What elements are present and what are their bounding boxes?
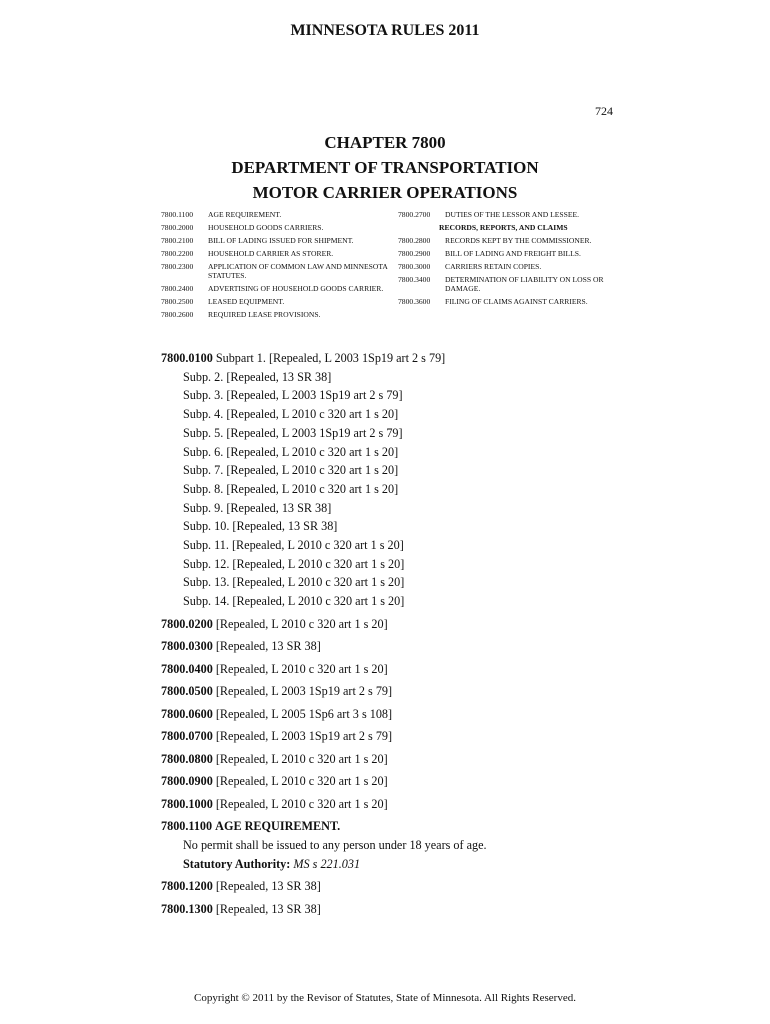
subpart-line: Subp. 12. [Repealed, L 2010 c 320 art 1 s 20] bbox=[183, 556, 405, 571]
table-of-contents-right bbox=[398, 210, 618, 310]
toc-entry-title: HOUSEHOLD CARRIER AS STORER. bbox=[208, 249, 334, 258]
toc-entry-number: 7800.3400 bbox=[398, 275, 431, 284]
chapter-number: CHAPTER 7800 bbox=[324, 133, 446, 152]
rule-number: 7800.0200 bbox=[161, 616, 213, 631]
rule-text: [Repealed, 13 SR 38] bbox=[215, 901, 321, 916]
toc-entry bbox=[161, 310, 391, 319]
rule-entry bbox=[161, 660, 631, 679]
toc-entry bbox=[161, 249, 391, 258]
rule-entry bbox=[161, 900, 631, 919]
rule-entry bbox=[161, 727, 631, 746]
rule-entry bbox=[161, 705, 631, 724]
rule-number: 7800.0900 bbox=[161, 774, 213, 789]
rule-number: 7800.0100 bbox=[161, 351, 213, 365]
rules-body bbox=[161, 349, 631, 918]
page-number: 724 bbox=[595, 104, 613, 118]
rule-number: 7800.0800 bbox=[161, 751, 213, 766]
rule-text: [Repealed, L 2010 c 320 art 1 s 20] bbox=[215, 774, 388, 789]
toc-entry-number: 7800.2600 bbox=[161, 310, 194, 319]
rule-number: 7800.0500 bbox=[161, 684, 213, 699]
toc-entry bbox=[398, 297, 618, 306]
toc-entry bbox=[161, 236, 391, 245]
rule-text: [Repealed, 13 SR 38] bbox=[215, 879, 321, 894]
rule-number: 7800.0600 bbox=[161, 706, 213, 721]
authority-value: MS s 221.031 bbox=[293, 856, 361, 871]
toc-entry-title: ADVERTISING OF HOUSEHOLD GOODS CARRIER. bbox=[208, 284, 384, 293]
rule-entry bbox=[161, 349, 631, 368]
toc-entry-title: DETERMINATION OF LIABILITY ON LOSS OR DAMAGE. bbox=[445, 275, 604, 293]
subpart-line: Subp. 11. [Repealed, L 2010 c 320 art 1 s 20] bbox=[183, 538, 404, 553]
toc-entry bbox=[161, 223, 391, 232]
rule-entry bbox=[161, 877, 631, 896]
rule-text: [Repealed, L 2003 1Sp19 art 2 s 79] bbox=[215, 729, 393, 744]
rule-body-text: No permit shall be issued to any person under 18 years of age. bbox=[183, 837, 487, 852]
rule-entry bbox=[161, 750, 631, 769]
table-of-contents-left bbox=[161, 210, 391, 323]
rule-number: 7800.1300 bbox=[161, 901, 213, 916]
toc-entry-title: APPLICATION OF COMMON LAW AND MINNESOTA STATUTES. bbox=[208, 262, 388, 280]
toc-entry-number: 7800.2200 bbox=[161, 249, 194, 258]
subpart-line: Subp. 14. [Repealed, L 2010 c 320 art 1 s 20] bbox=[183, 594, 405, 609]
toc-entry bbox=[398, 275, 618, 293]
subpart-line: Subp. 10. [Repealed, 13 SR 38] bbox=[183, 519, 338, 534]
toc-entry-number: 7800.2000 bbox=[161, 223, 194, 232]
toc-entry-title: HOUSEHOLD GOODS CARRIERS. bbox=[208, 223, 324, 232]
toc-entry-title: LEASED EQUIPMENT. bbox=[208, 297, 285, 306]
rule-text: Subpart 1. [Repealed, L 2003 1Sp19 art 2 s 79] bbox=[215, 351, 446, 365]
rule-number: 7800.0700 bbox=[161, 729, 213, 744]
toc-entry-title: FILING OF CLAIMS AGAINST CARRIERS. bbox=[445, 297, 588, 306]
subpart-line: Subp. 5. [Repealed, L 2003 1Sp19 art 2 s 79] bbox=[183, 425, 403, 440]
toc-entry bbox=[161, 297, 391, 306]
rule-entry bbox=[161, 795, 631, 814]
subpart-line: Subp. 8. [Repealed, L 2010 c 320 art 1 s 20] bbox=[183, 481, 399, 496]
toc-entry bbox=[398, 236, 618, 245]
rule-number: 7800.1100 bbox=[161, 819, 213, 834]
toc-entry-title: AGE REQUIREMENT. bbox=[208, 210, 282, 219]
rule-text: [Repealed, L 2010 c 320 art 1 s 20] bbox=[215, 616, 388, 631]
rule-number: 7800.1000 bbox=[161, 796, 213, 811]
toc-entry-title: BILL OF LADING AND FREIGHT BILLS. bbox=[445, 249, 581, 258]
rule-number: 7800.0400 bbox=[161, 661, 213, 676]
toc-entry bbox=[398, 262, 618, 271]
toc-entry-number: 7800.3600 bbox=[398, 297, 431, 306]
toc-entry-title: CARRIERS RETAIN COPIES. bbox=[445, 262, 542, 271]
subpart-line: Subp. 9. [Repealed, 13 SR 38] bbox=[183, 500, 332, 515]
subpart-line: Subp. 6. [Repealed, L 2010 c 320 art 1 s 20] bbox=[183, 444, 399, 459]
rule-number: 7800.1200 bbox=[161, 879, 213, 894]
rule-entry bbox=[161, 615, 631, 634]
rule-entry bbox=[161, 682, 631, 701]
statutory-authority bbox=[161, 855, 631, 874]
rule-entry bbox=[161, 637, 631, 656]
toc-entry-title: RECORDS KEPT BY THE COMMISSIONER. bbox=[445, 236, 592, 245]
rule-text: [Repealed, 13 SR 38] bbox=[215, 639, 321, 654]
toc-entry-number: 7800.3000 bbox=[398, 262, 431, 271]
toc-entry-number: 7800.2900 bbox=[398, 249, 431, 258]
toc-entry-number: 7800.2500 bbox=[161, 297, 194, 306]
rule-text: [Repealed, L 2010 c 320 art 1 s 20] bbox=[215, 796, 388, 811]
rule-number: 7800.0300 bbox=[161, 639, 213, 654]
subpart-line: Subp. 4. [Repealed, L 2010 c 320 art 1 s 20] bbox=[183, 407, 399, 422]
running-title: MINNESOTA RULES 2011 bbox=[290, 22, 480, 39]
toc-entry bbox=[398, 249, 618, 258]
rule-text: [Repealed, L 2005 1Sp6 art 3 s 108] bbox=[215, 706, 393, 721]
toc-entry-number: 7800.2700 bbox=[398, 210, 431, 219]
copyright-footer: Copyright © 2011 by the Revisor of Statutes, State of Minnesota. All Rights Reserved. bbox=[194, 992, 576, 1004]
rule-heading: AGE REQUIREMENT. bbox=[215, 819, 341, 834]
toc-entry-number: 7800.2400 bbox=[161, 284, 194, 293]
toc-entry bbox=[161, 262, 391, 280]
toc-entry bbox=[398, 210, 618, 219]
toc-entry-number: 7800.1100 bbox=[161, 210, 193, 219]
toc-entry bbox=[161, 284, 391, 293]
subpart-line: Subp. 13. [Repealed, L 2010 c 320 art 1 s 20] bbox=[183, 575, 405, 590]
toc-entry-number: 7800.2300 bbox=[161, 262, 194, 271]
chapter-topic: MOTOR CARRIER OPERATIONS bbox=[252, 183, 518, 202]
toc-entry-number: 7800.2800 bbox=[398, 236, 431, 245]
subpart-line: Subp. 7. [Repealed, L 2010 c 320 art 1 s 20] bbox=[183, 463, 399, 478]
toc-entry-title: BILL OF LADING ISSUED FOR SHIPMENT. bbox=[208, 236, 354, 245]
chapter-heading bbox=[0, 130, 770, 205]
rule-entry bbox=[161, 817, 631, 836]
toc-entry-title: REQUIRED LEASE PROVISIONS. bbox=[208, 310, 321, 319]
toc-entry-number: 7800.2100 bbox=[161, 236, 194, 245]
rule-text: [Repealed, L 2003 1Sp19 art 2 s 79] bbox=[215, 684, 393, 699]
authority-label: Statutory Authority: bbox=[183, 856, 291, 871]
rule-entry bbox=[161, 772, 631, 791]
toc-section-heading: RECORDS, REPORTS, AND CLAIMS bbox=[439, 223, 568, 232]
department-name: DEPARTMENT OF TRANSPORTATION bbox=[231, 158, 539, 177]
rule-text: [Repealed, L 2010 c 320 art 1 s 20] bbox=[215, 751, 388, 766]
toc-entry bbox=[161, 210, 391, 219]
toc-entry-title: DUTIES OF THE LESSOR AND LESSEE. bbox=[445, 210, 580, 219]
subpart-line: Subp. 3. [Repealed, L 2003 1Sp19 art 2 s 79] bbox=[183, 388, 403, 403]
rule-text: [Repealed, L 2010 c 320 art 1 s 20] bbox=[215, 661, 388, 676]
subpart-line: Subp. 2. [Repealed, 13 SR 38] bbox=[183, 369, 332, 384]
